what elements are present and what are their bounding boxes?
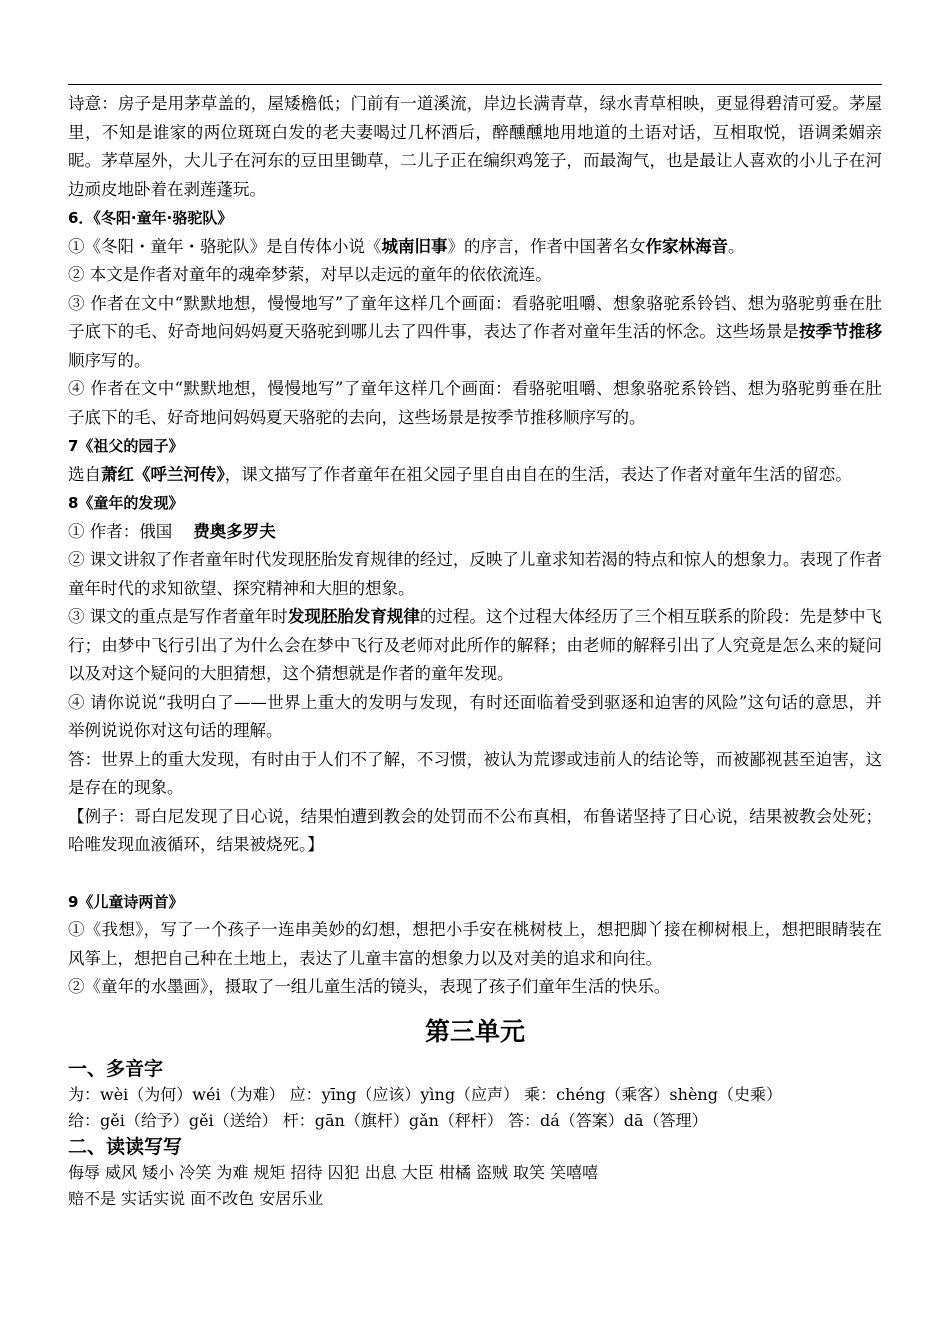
lesson-6-point-2: ② 本文是作者对童年的魂牵梦萦，对早以走远的童年的依依流连。 — [68, 265, 552, 284]
lesson-8-example: 【例子：哥白尼发现了日心说，结果怕遭到教会的处罚而不公布真相，布鲁诺坚持了日心说，结果被教会处死；哈唯发现血液循环，结果被烧死。】 — [68, 806, 882, 854]
poem-meaning-paragraph: 诗意：房子是用茅草盖的，屋矮檐低；门前有一道溪流，岸边长满青草，绿水青草相映，更显得碧清可爱。茅屋里，不知是谁家的两位斑斑白发的老夫妻喝过几杯酒后，醉醺醺地用地道的土语对话，互相取悦，语调柔媚亲昵。茅草屋外，大儿子在河东的豆田里锄草，二儿子正在编织鸡笼子，而最淘气，也是最让人喜欢的小儿子在河边顽皮地卧着在剥莲蓬玩。 — [68, 94, 882, 199]
bold-text-run: 萧红《呼兰河传》 — [101, 464, 225, 484]
text-run: 的过程。这个过程大体经历了三个相互联系的阶段：先是梦中飞行；由梦中飞行引出了为什么会在梦中飞行及老师对此所作的解释；由老师的解释引出了人究竟是怎么来的疑问以及对这个疑问的大胆猜想，这个猜想就是作者的童年发现。 — [68, 607, 883, 683]
document-page — [68, 90, 882, 1212]
header-rule — [68, 84, 882, 85]
lesson-8-point-4: ④ 请你说说“我明白了——世界上重大的发明与发现，有时还面临着受到驱逐和迫害的风险”这句话的意思，并举例说说你对这句话的理解。 — [68, 692, 882, 740]
read-write-section-heading: 二、读读写写 — [68, 1135, 183, 1158]
lesson-8-point-1 — [68, 518, 882, 547]
lesson-9-point-2: ②《童年的水墨画》，摄取了一组儿童生活的镜头，表现了孩子们童年生活的快乐。 — [68, 977, 671, 996]
text-run: ，课文描写了作者童年在祖父园子里自由自在的生活，表达了作者对童年生活的留恋。 — [224, 464, 852, 484]
unit-3-title: 第三单元 — [424, 1016, 525, 1046]
text-run: 》的序言，作者中国著名女 — [447, 236, 646, 256]
bold-text-run: 城南旧事 — [381, 236, 448, 256]
vocabulary-line-2: 赔不是 实话实说 面不改色 安居乐业 — [68, 1188, 324, 1208]
text-run: ① 作者：俄国 — [68, 521, 173, 541]
bold-text-run: 费奥多罗夫 — [193, 521, 276, 541]
text-run: ③ 课文的重点是写作者童年时 — [68, 607, 288, 626]
lesson-9-point-1: ①《我想》，写了一个孩子一连串美妙的幻想，想把小手安在桃树枝上，想把脚丫接在柳树根上，想把眼睛装在风筝上，想把自己种在土地上，表达了儿童丰富的想象力以及对美的追求和向往。 — [68, 920, 882, 968]
text-run: 选自 — [68, 464, 101, 484]
vocabulary-line-1: 侮辱 威风 矮小 冷笑 为难 规矩 招待 囚犯 出息 大臣 柑橘 盗贼 取笑 笑嘻嘻 — [68, 1162, 599, 1182]
lesson-6-point-3 — [68, 290, 882, 376]
lesson-8-point-2: ② 课文讲叙了作者童年时代发现胚胎发育规律的经过，反映了儿童求知若渴的特点和惊人的想象力。表现了作者童年时代的求知欲望、探究精神和大胆的想象。 — [68, 550, 882, 598]
bold-text-run: 作家林海音 — [645, 236, 728, 256]
text-run: ③ 作者在文中“默默地想，慢慢地写”了童年这样几个画面：看骆驼咀嚼、想象骆驼系铃铛、想为骆驼剪垂在肚子底下的毛、好奇地问妈妈夏天骆驼到哪儿去了四件事，表达了作者对童年生活的怀念。这些场景是 — [68, 293, 882, 341]
lesson-6-point-4: ④ 作者在文中“默默地想，慢慢地写”了童年这样几个画面：看骆驼咀嚼、想象骆驼系铃铛、想为骆驼剪垂在肚子底下的毛、好奇地问妈妈夏天骆驼的去向，这些场景是按季节推移顺序写的。 — [68, 379, 882, 427]
lesson-6-heading: 6．《冬阳·童年·骆驼队》 — [68, 209, 233, 227]
lesson-7-paragraph — [68, 461, 882, 490]
lesson-8-point-3 — [68, 603, 882, 689]
bold-text-run: 发现胚胎发育规律 — [287, 607, 420, 626]
lesson-8-answer: 答：世界上的重大发现，有时由于人们不了解，不习惯，被认为荒谬或违前人的结论等，而被鄙视甚至迫害，这是存在的现象。 — [68, 749, 882, 797]
blank-line — [68, 860, 882, 888]
text-run: ①《冬阳・童年・骆驼队》是自传体小说《 — [68, 236, 382, 256]
text-run: 。 — [728, 236, 745, 256]
bold-text-run: 按季节推移 — [799, 322, 883, 341]
lesson-6-point-1 — [68, 233, 882, 262]
lesson-9-heading: 9《儿童诗两首》 — [68, 892, 184, 911]
polyphonic-section-heading: 一、多音字 — [68, 1057, 164, 1080]
lesson-7-heading: 7《祖父的园子》 — [68, 437, 184, 455]
lesson-8-heading: 8《童年的发现》 — [68, 494, 184, 512]
text-run: 顺序写的。 — [68, 350, 151, 370]
polyphonic-line-2: 给：gěi（给予）gěi（送给） 杆：gān（旗杆）gǎn（秤杆） 答：dá（答案）dā（答理） — [68, 1110, 708, 1130]
polyphonic-line-1: 为：wèi（为何）wéi（为难） 应：yīng（应该）yìng（应声） 乘：chéng（乘客）shèng（史乘） — [68, 1084, 782, 1104]
